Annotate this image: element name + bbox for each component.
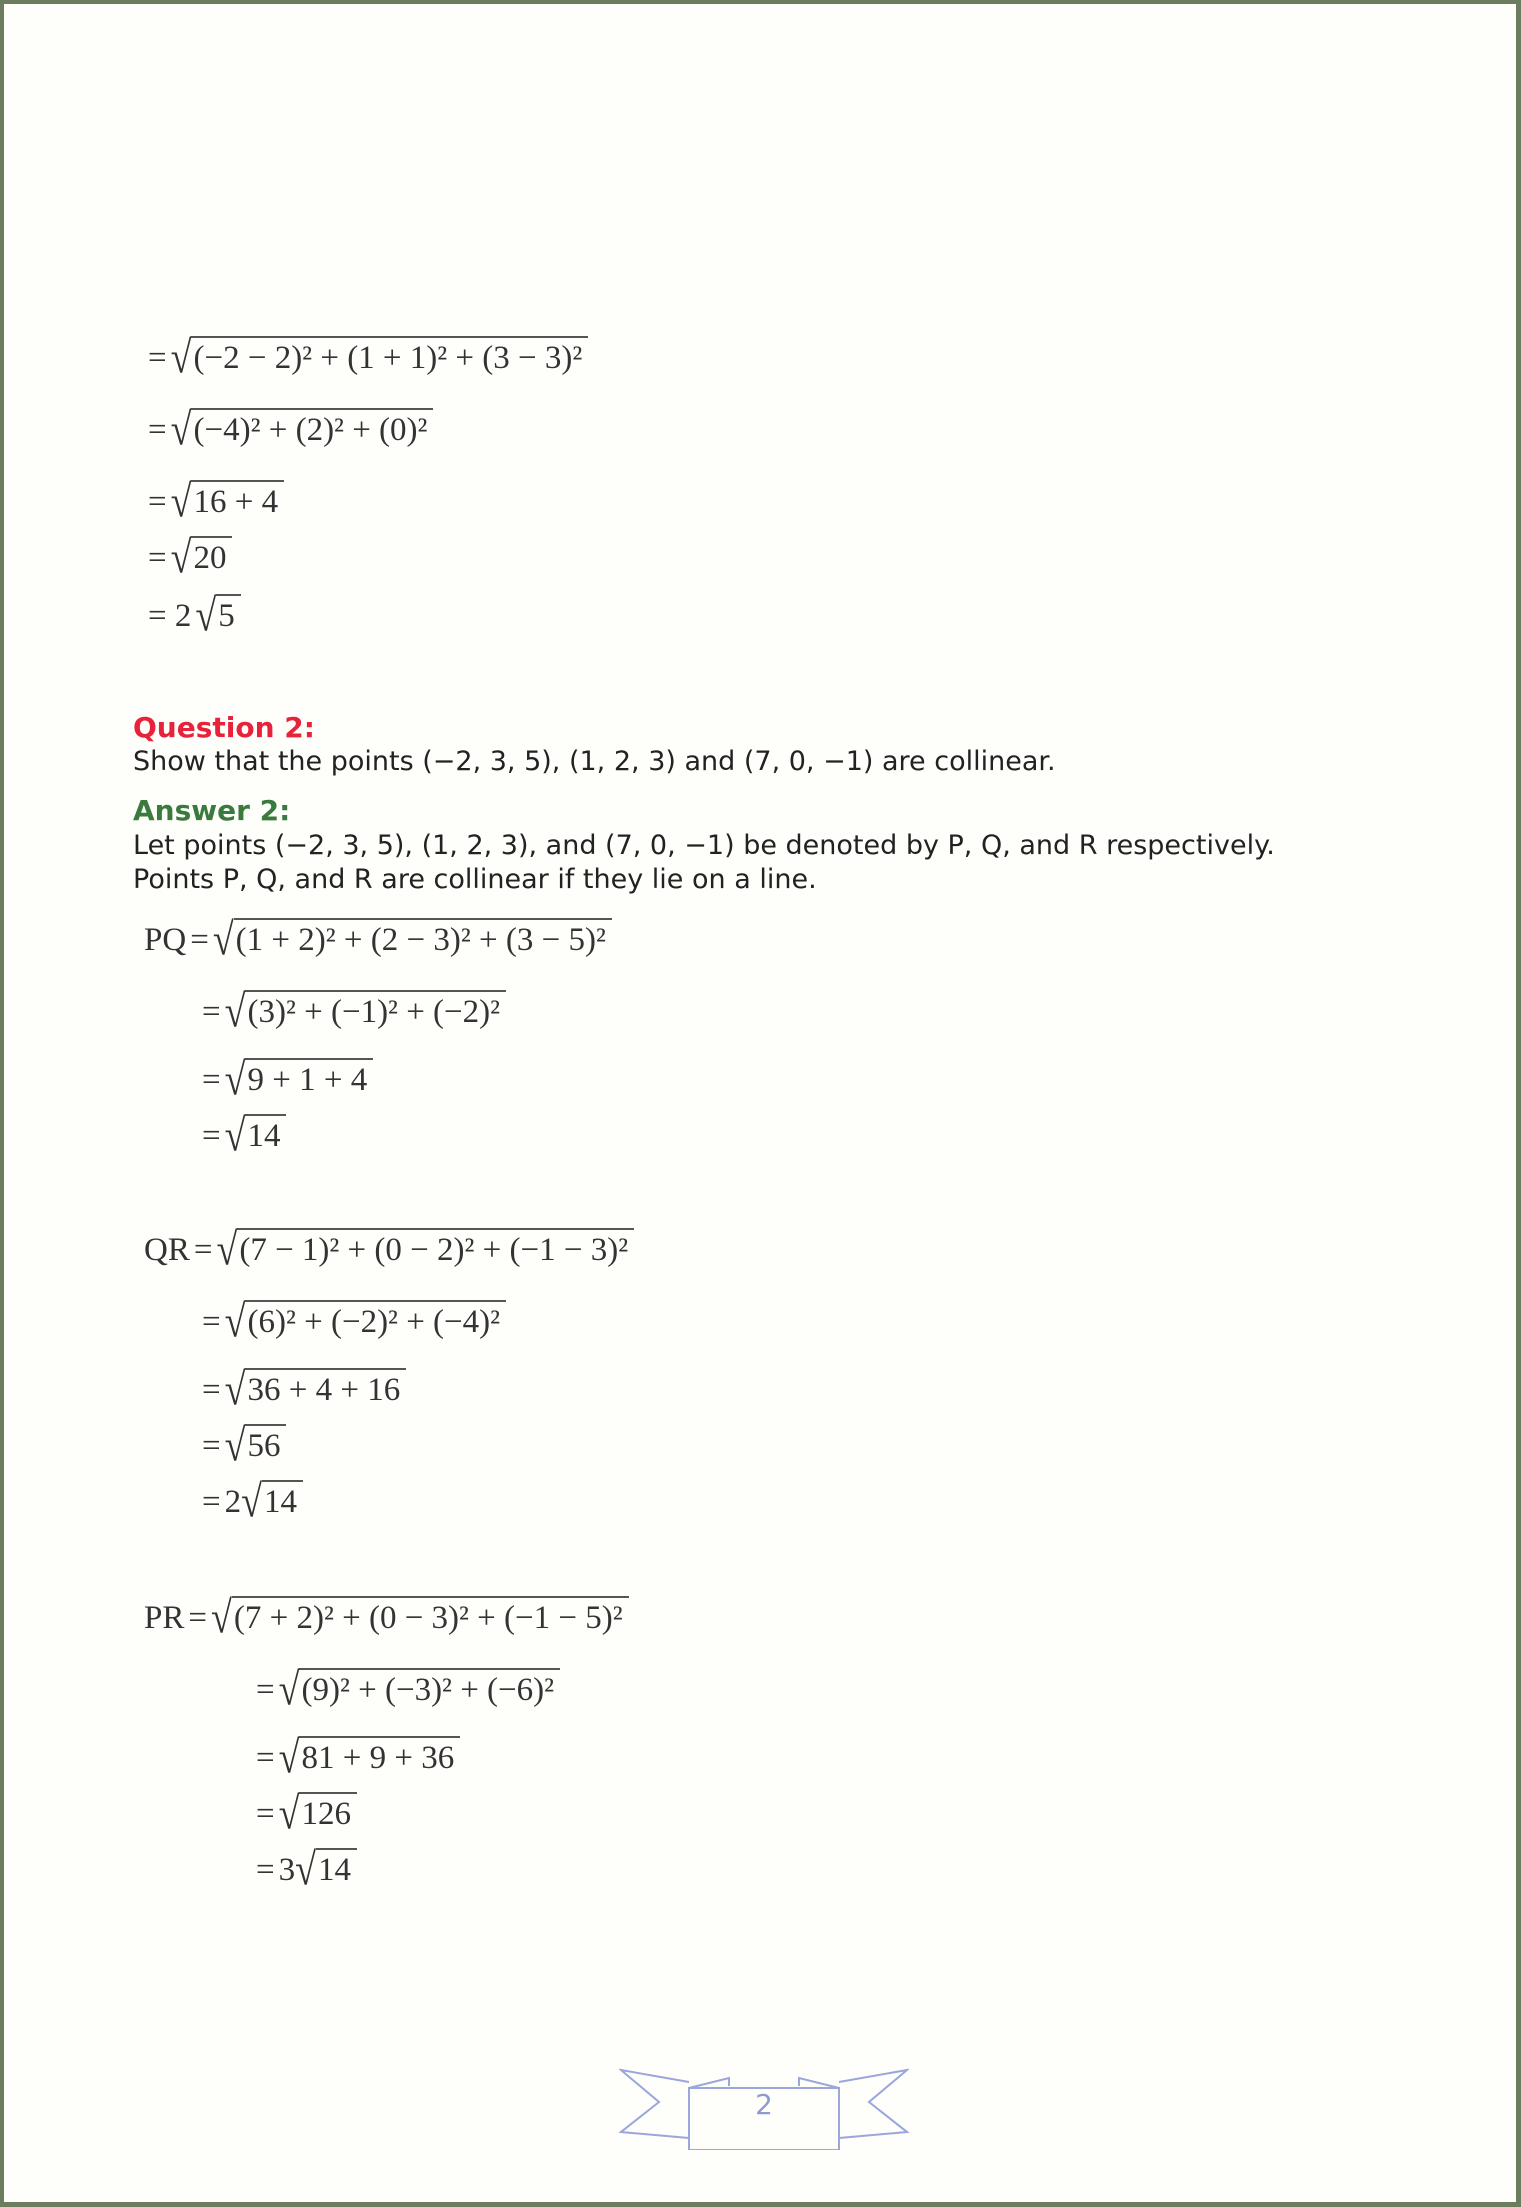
equation-line: = √(9)² + (−3)² + (−6)²	[252, 1666, 560, 1714]
sqrt-expression: √16 + 4	[171, 478, 284, 526]
sqrt-expression: √(7 + 2)² + (0 − 3)² + (−1 − 5)²	[211, 1594, 629, 1642]
sqrt-icon: √	[170, 332, 192, 384]
equation-line: = √9 + 1 + 4	[198, 1056, 373, 1104]
sqrt-icon: √	[224, 1054, 246, 1106]
sqrt-icon: √	[170, 532, 192, 584]
sqrt-icon: √	[241, 1476, 262, 1528]
sqrt-icon: √	[224, 986, 246, 1038]
equation-line: PQ = √(1 + 2)² + (2 − 3)² + (3 − 5)²	[144, 916, 612, 964]
document-page	[4, 4, 1516, 2202]
sqrt-icon: √	[278, 1788, 300, 1840]
page-number: 2	[755, 2088, 773, 2121]
answer-heading: Answer 2:	[133, 794, 291, 827]
equation-line: = 2√14	[198, 1478, 303, 1526]
sqrt-icon: √	[212, 914, 234, 966]
equation-line: = 2 √5	[144, 592, 241, 640]
sqrt-expression: √20	[171, 534, 233, 582]
equation-line: =√(−4)² + (2)² + (0)²	[144, 406, 433, 454]
equation-line: = √36 + 4 + 16	[198, 1366, 406, 1414]
sqrt-expression: √(−2 − 2)² + (1 + 1)² + (3 − 3)²	[171, 334, 589, 382]
sqrt-expression: √5	[195, 592, 240, 640]
sqrt-expression: √(9)² + (−3)² + (−6)²	[279, 1666, 560, 1714]
question-heading: Question 2:	[133, 711, 315, 744]
sqrt-expression: √(−4)² + (2)² + (0)²	[171, 406, 434, 454]
equation-line: =√(−2 − 2)² + (1 + 1)² + (3 − 3)²	[144, 334, 588, 382]
sqrt-expression: √(1 + 2)² + (2 − 3)² + (3 − 5)²	[213, 916, 612, 964]
sqrt-icon: √	[295, 1844, 316, 1896]
sqrt-expression: √9 + 1 + 4	[225, 1056, 374, 1104]
sqrt-expression: √81 + 9 + 36	[279, 1734, 461, 1782]
equation-line: =√20	[144, 534, 232, 582]
question-text: Show that the points (−2, 3, 5), (1, 2, 3) and (7, 0, −1) are collinear.	[133, 746, 1056, 777]
sqrt-expression: √(7 − 1)² + (0 − 2)² + (−1 − 3)²	[216, 1226, 634, 1274]
equation-line: PR = √(7 + 2)² + (0 − 3)² + (−1 − 5)²	[144, 1594, 629, 1642]
sqrt-expression: √(6)² + (−2)² + (−4)²	[225, 1298, 506, 1346]
pq-label: PQ	[144, 922, 187, 958]
sqrt-icon: √	[278, 1732, 300, 1784]
sqrt-icon: √	[211, 1592, 232, 1644]
page-number-banner	[619, 2064, 909, 2150]
answer-text-line: Let points (−2, 3, 5), (1, 2, 3), and (7, 0, −1) be denoted by P, Q, and R respectively.	[133, 830, 1275, 861]
sqrt-expression: √14	[241, 1478, 303, 1526]
answer-text-line: Points P, Q, and R are collinear if they lie on a line.	[133, 864, 817, 895]
sqrt-icon: √	[224, 1110, 246, 1162]
sqrt-icon: √	[224, 1420, 246, 1472]
equation-line: =√16 + 4	[144, 478, 284, 526]
equation-line: = √56	[198, 1422, 286, 1470]
pr-label: PR	[144, 1600, 185, 1636]
sqrt-icon: √	[224, 1296, 246, 1348]
sqrt-icon: √	[278, 1664, 300, 1716]
equation-line: = √126	[252, 1790, 357, 1838]
sqrt-expression: √14	[225, 1112, 287, 1160]
qr-label: QR	[144, 1232, 190, 1268]
sqrt-expression: √36 + 4 + 16	[225, 1366, 407, 1414]
equation-line: = √81 + 9 + 36	[252, 1734, 460, 1782]
sqrt-icon: √	[216, 1224, 238, 1276]
sqrt-icon: √	[195, 590, 217, 642]
sqrt-icon: √	[224, 1364, 246, 1416]
sqrt-expression: √14	[295, 1846, 357, 1894]
equation-line: = 3√14	[252, 1846, 357, 1894]
sqrt-icon: √	[170, 476, 192, 528]
sqrt-expression: √(3)² + (−1)² + (−2)²	[225, 988, 506, 1036]
equation-line: QR = √(7 − 1)² + (0 − 2)² + (−1 − 3)²	[144, 1226, 634, 1274]
sqrt-expression: √56	[225, 1422, 287, 1470]
equation-line: = √(6)² + (−2)² + (−4)²	[198, 1298, 506, 1346]
sqrt-expression: √126	[279, 1790, 357, 1838]
equation-line: = √(3)² + (−1)² + (−2)²	[198, 988, 506, 1036]
sqrt-icon: √	[170, 404, 192, 456]
equation-line: = √14	[198, 1112, 286, 1160]
